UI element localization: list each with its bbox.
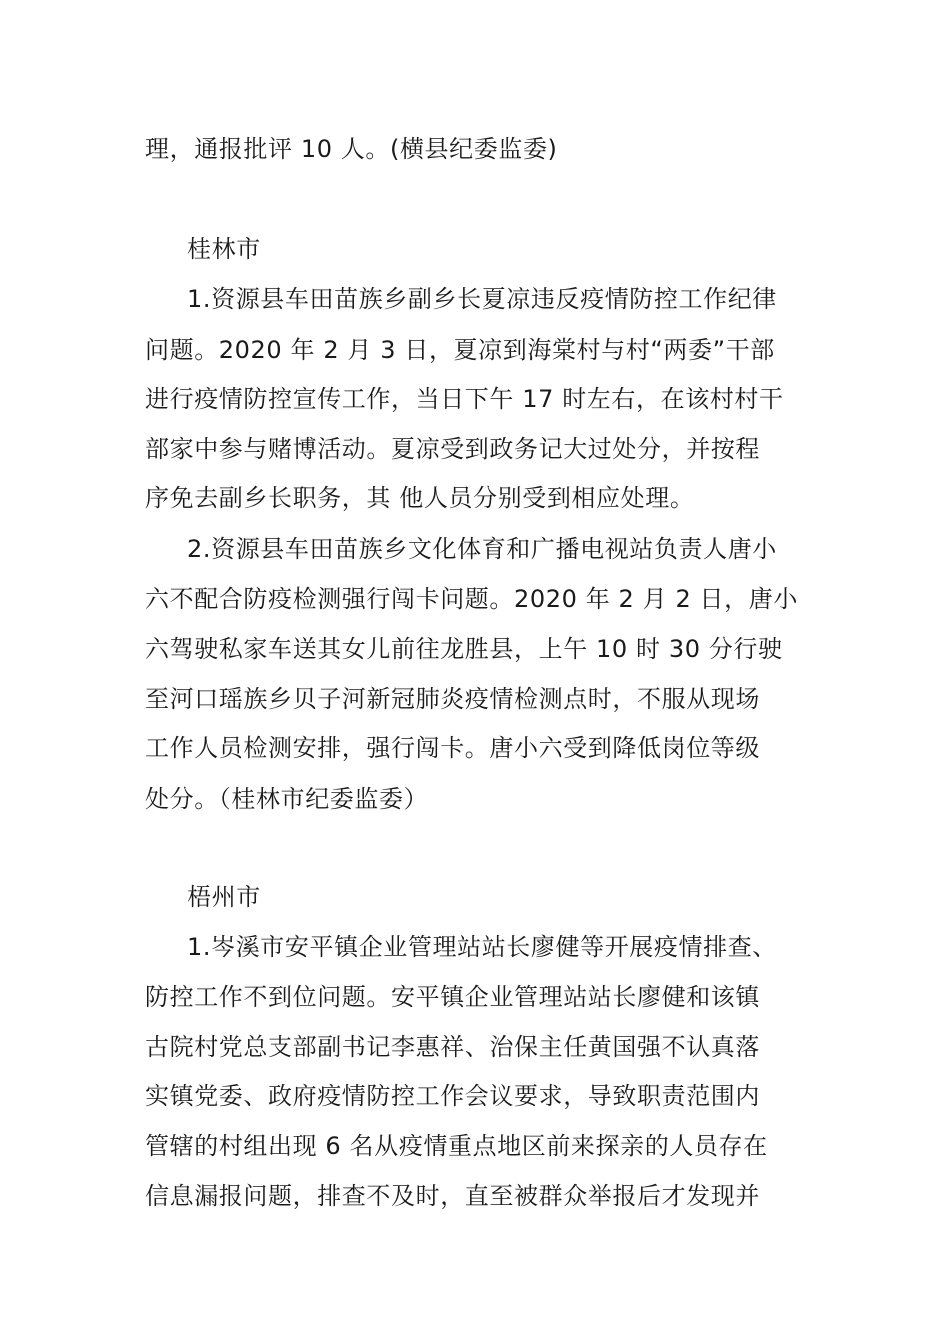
text-line: 防控工作不到位问题。安平镇企业管理站站长廖健和该镇 [145, 983, 760, 1011]
text-line: 至河口瑶族乡贝子河新冠肺炎疫情检测点时，不服从现场 [145, 685, 760, 713]
text-line: 1.资源县车田苗族乡副乡长夏凉违反疫情防控工作纪律 [187, 285, 777, 313]
text-line: 1.岑溪市安平镇企业管理站站长廖健等开展疫情排查、 [187, 933, 777, 961]
text-line: 序免去副乡长职务，其 他人员分别受到相应处理。 [145, 484, 695, 512]
text-line: 理，通报批评 10 人。(横县纪委监委) [145, 135, 558, 163]
text-line: 信息漏报问题，排查不及时，直至被群众举报后才发现并 [145, 1182, 760, 1210]
text-line: 工作人员检测安排，强行闯卡。唐小六受到降低岗位等级 [145, 734, 760, 762]
text-line: 古院村党总支部副书记李惠祥、治保主任黄国强不认真落 [145, 1033, 760, 1061]
text-line: 问题。2020 年 2 月 3 日，夏凉到海棠村与村“两委”干部 [145, 336, 775, 364]
text-line: 2.资源县车田苗族乡文化体育和广播电视站负责人唐小 [187, 535, 777, 563]
text-line: 六不配合防疫检测强行闯卡问题。2020 年 2 月 2 日，唐小 [145, 585, 798, 613]
text-line: 进行疫情防控宣传工作，当日下午 17 时左右，在该村村干 [145, 385, 784, 413]
text-line: 管辖的村组出现 6 名从疫情重点地区前来探亲的人员存在 [145, 1132, 768, 1160]
section-heading-wuzhou: 梧州市 [187, 883, 261, 911]
section-heading-guilin: 桂林市 [187, 235, 261, 263]
text-line: 实镇党委、政府疫情防控工作会议要求，导致职责范围内 [145, 1082, 760, 1110]
text-line: 处分。（桂林市纪委监委） [145, 785, 429, 813]
text-line: 六驾驶私家车送其女儿前往龙胜县，上午 10 时 30 分行驶 [145, 635, 783, 663]
text-line: 部家中参与赌博活动。夏凉受到政务记大过处分，并按程 [145, 435, 760, 463]
